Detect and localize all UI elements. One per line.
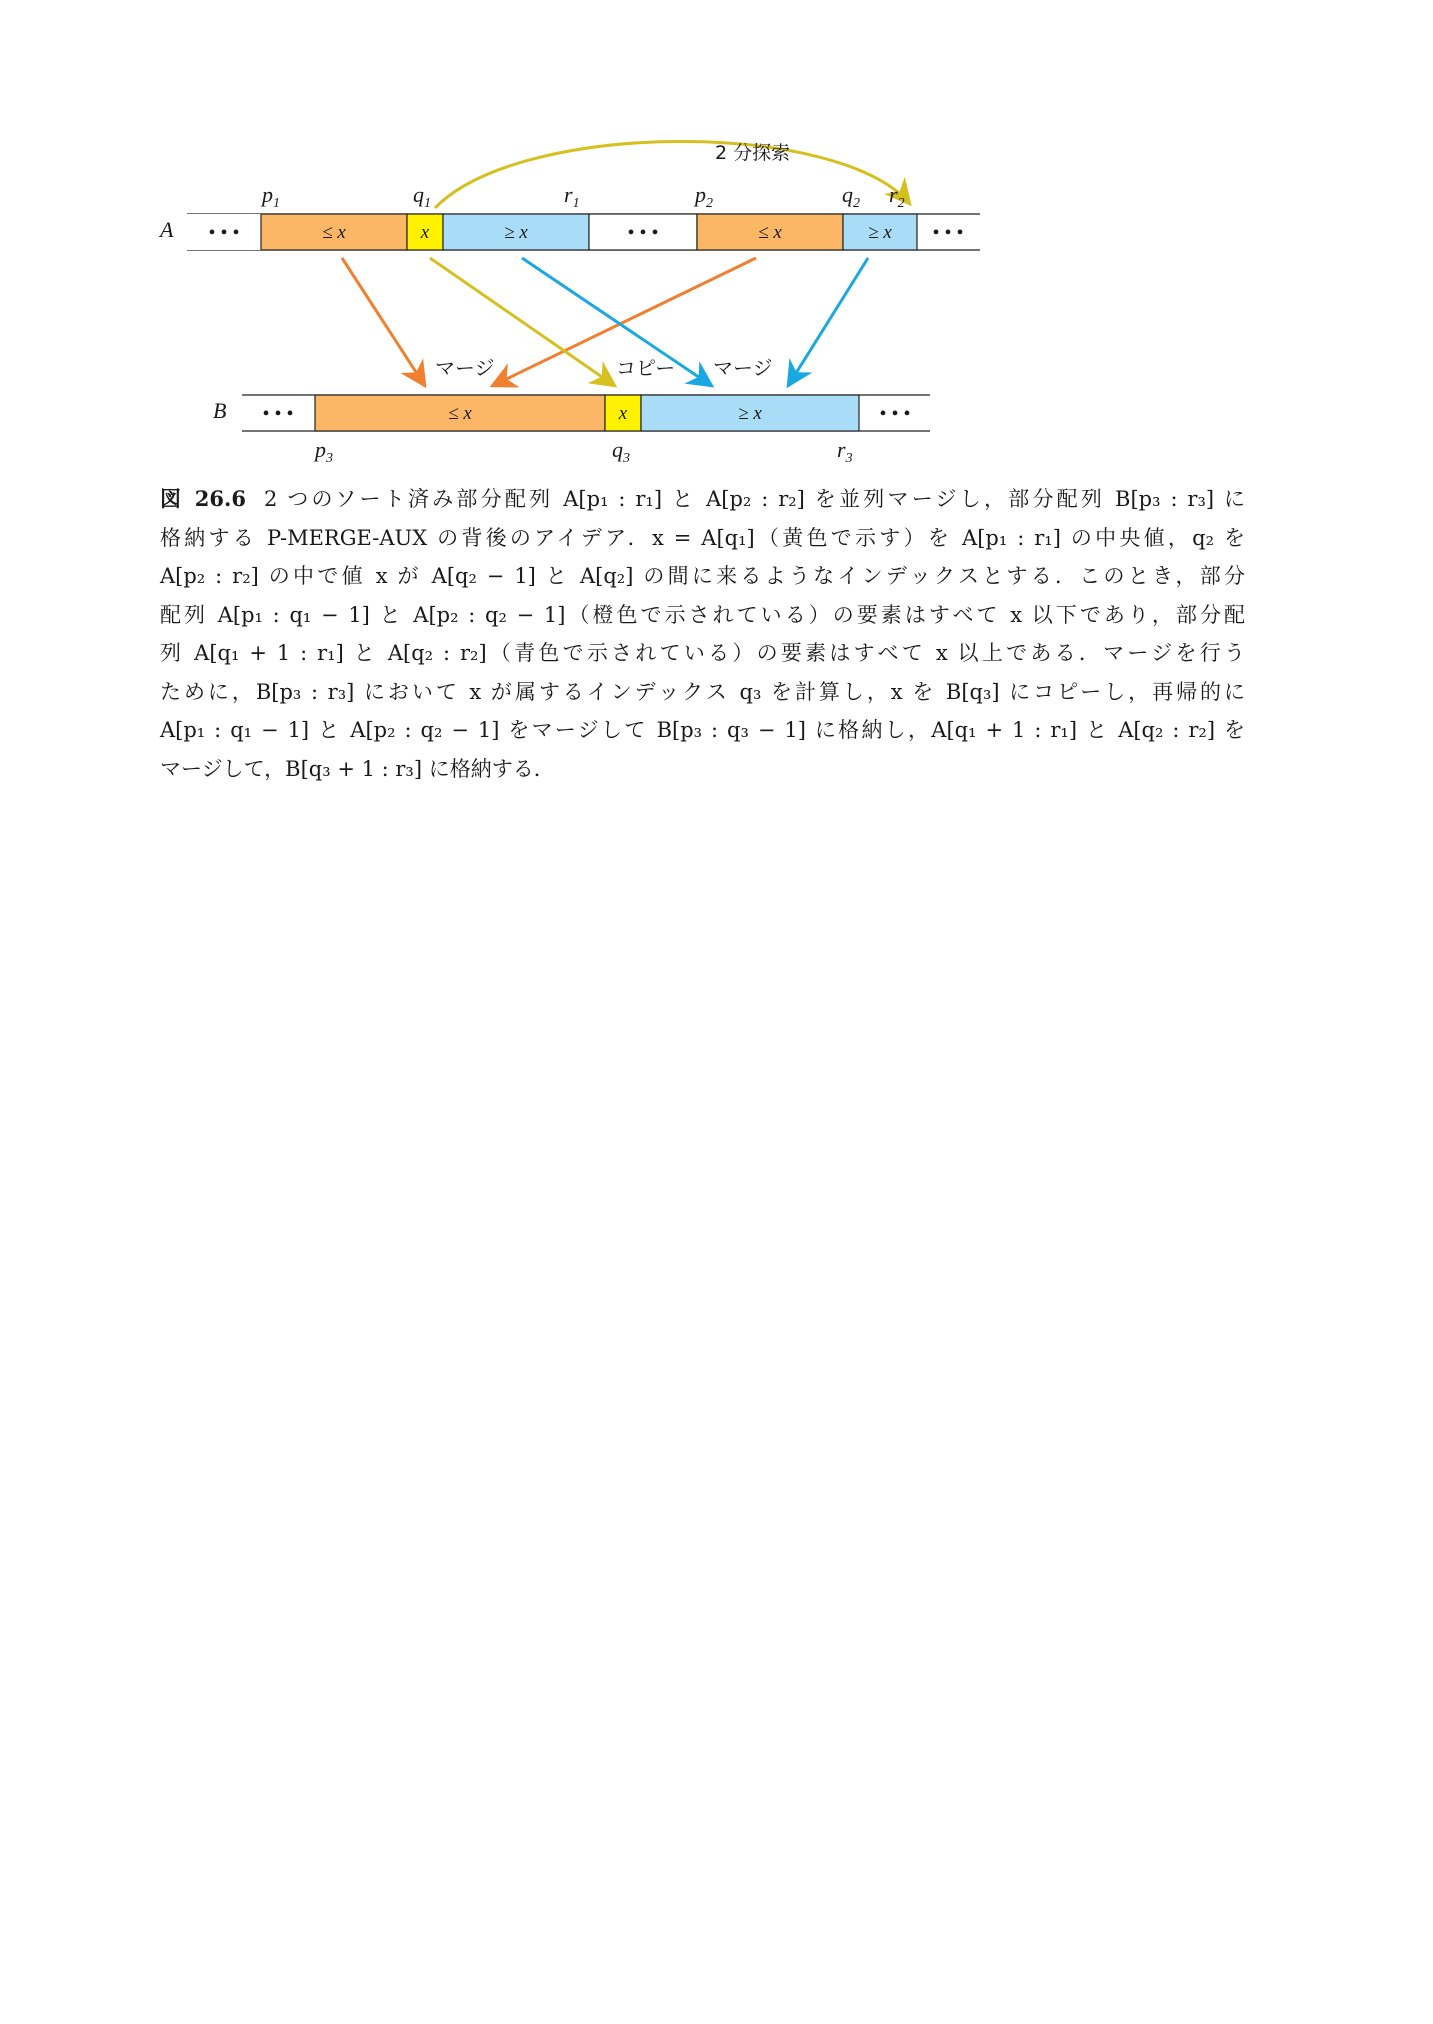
caption-line-4: 配列 A[p₁ : q₁ − 1] と A[p₂ : q₂ − 1]（橙色で示されている）の要素はすべて x 以下であり，部分配 [160, 602, 1245, 627]
caption-line-2: 格納する P-MERGE-AUX の背後のアイデア．x = A[q₁]（黄色で示す）を A[p₁ : r₁] の中央値，q₂ を [160, 525, 1245, 550]
svg-text:x: x [420, 222, 430, 243]
svg-text:r3: $r_3$ [837, 437, 853, 466]
svg-text:q1: $q_1$ [413, 182, 431, 211]
svg-text:x: x [618, 403, 628, 424]
array-a [187, 214, 980, 250]
caption-line-5: 列 A[q₁ + 1 : r₁] と A[q₂ : r₂]（青色で示されている）の要素はすべて x 以上である．マージを行う [160, 641, 1245, 665]
arrow-merge-left-1 [342, 258, 425, 386]
arrow-merge-right-2 [788, 258, 868, 386]
svg-text:q2: $q_2$ [842, 182, 860, 211]
label-copy: コピー [616, 356, 676, 380]
svg-text:≥ x: ≥ x [868, 222, 892, 243]
caption-line-8: マージして，B[q₃ + 1 : r₃] に格納する． [160, 756, 555, 781]
svg-text:• • •: • • • [932, 222, 964, 244]
figure-caption [160, 480, 1245, 788]
label-merge-right: マージ [713, 356, 773, 380]
binary-search-arrow [435, 141, 910, 208]
caption-line-7: A[p₁ : q₁ − 1] と A[p₂ : q₂ − 1] をマージして B[p₃ : q₃ − 1] に格納し，A[q₁ + 1 : r₁] と A[q₂ : r₂] を [160, 718, 1245, 742]
caption-line-3: A[p₂ : r₂] の中で値 x が A[q₂ − 1] と A[q₂] の間に来るようなインデックスとする．このとき，部分 [160, 564, 1245, 588]
svg-text:• • •: • • • [879, 403, 911, 425]
array-a-name: A [160, 217, 174, 242]
svg-text:≥ x: ≥ x [504, 222, 528, 243]
svg-text:• • •: • • • [262, 403, 294, 425]
svg-text:≤ x: ≤ x [448, 403, 472, 424]
svg-text:p2: $p_2$ [695, 182, 713, 211]
svg-text:≥ x: ≥ x [738, 403, 762, 424]
svg-text:p3: $p_3$ [315, 437, 333, 466]
svg-text:q3: $q_3$ [612, 437, 630, 466]
array-b [242, 395, 930, 431]
parallel-merge-diagram [140, 130, 1000, 470]
caption-line-1: 図 26.6 2 つのソート済み部分配列 A[p₁ : r₁] と A[p₂ : r₂] を並列マージし，部分配列 B[p₃ : r₃] に [160, 486, 1245, 511]
label-merge-left: マージ [435, 356, 495, 380]
array-b-index-labels [313, 437, 853, 466]
svg-text:r1: $r_1$ [564, 182, 580, 211]
svg-text:p1: $p_1$ [262, 182, 280, 211]
svg-text:≤ x: ≤ x [758, 222, 782, 243]
svg-text:≤ x: ≤ x [322, 222, 346, 243]
svg-text:• • •: • • • [627, 222, 659, 244]
caption-line-6: ために，B[p₃ : r₃] において x が属するインデックス q₃ を計算し，x を B[q₃] にコピーし，再帰的に [160, 679, 1245, 704]
array-b-name: B [213, 398, 227, 423]
figure-label: 図 26.6 [160, 486, 246, 511]
array-a-index-labels [260, 182, 905, 211]
binary-search-label: 2 分探索 [715, 142, 791, 164]
svg-text:r2: $r_2$ [889, 182, 905, 211]
svg-text:• • •: • • • [208, 222, 240, 244]
